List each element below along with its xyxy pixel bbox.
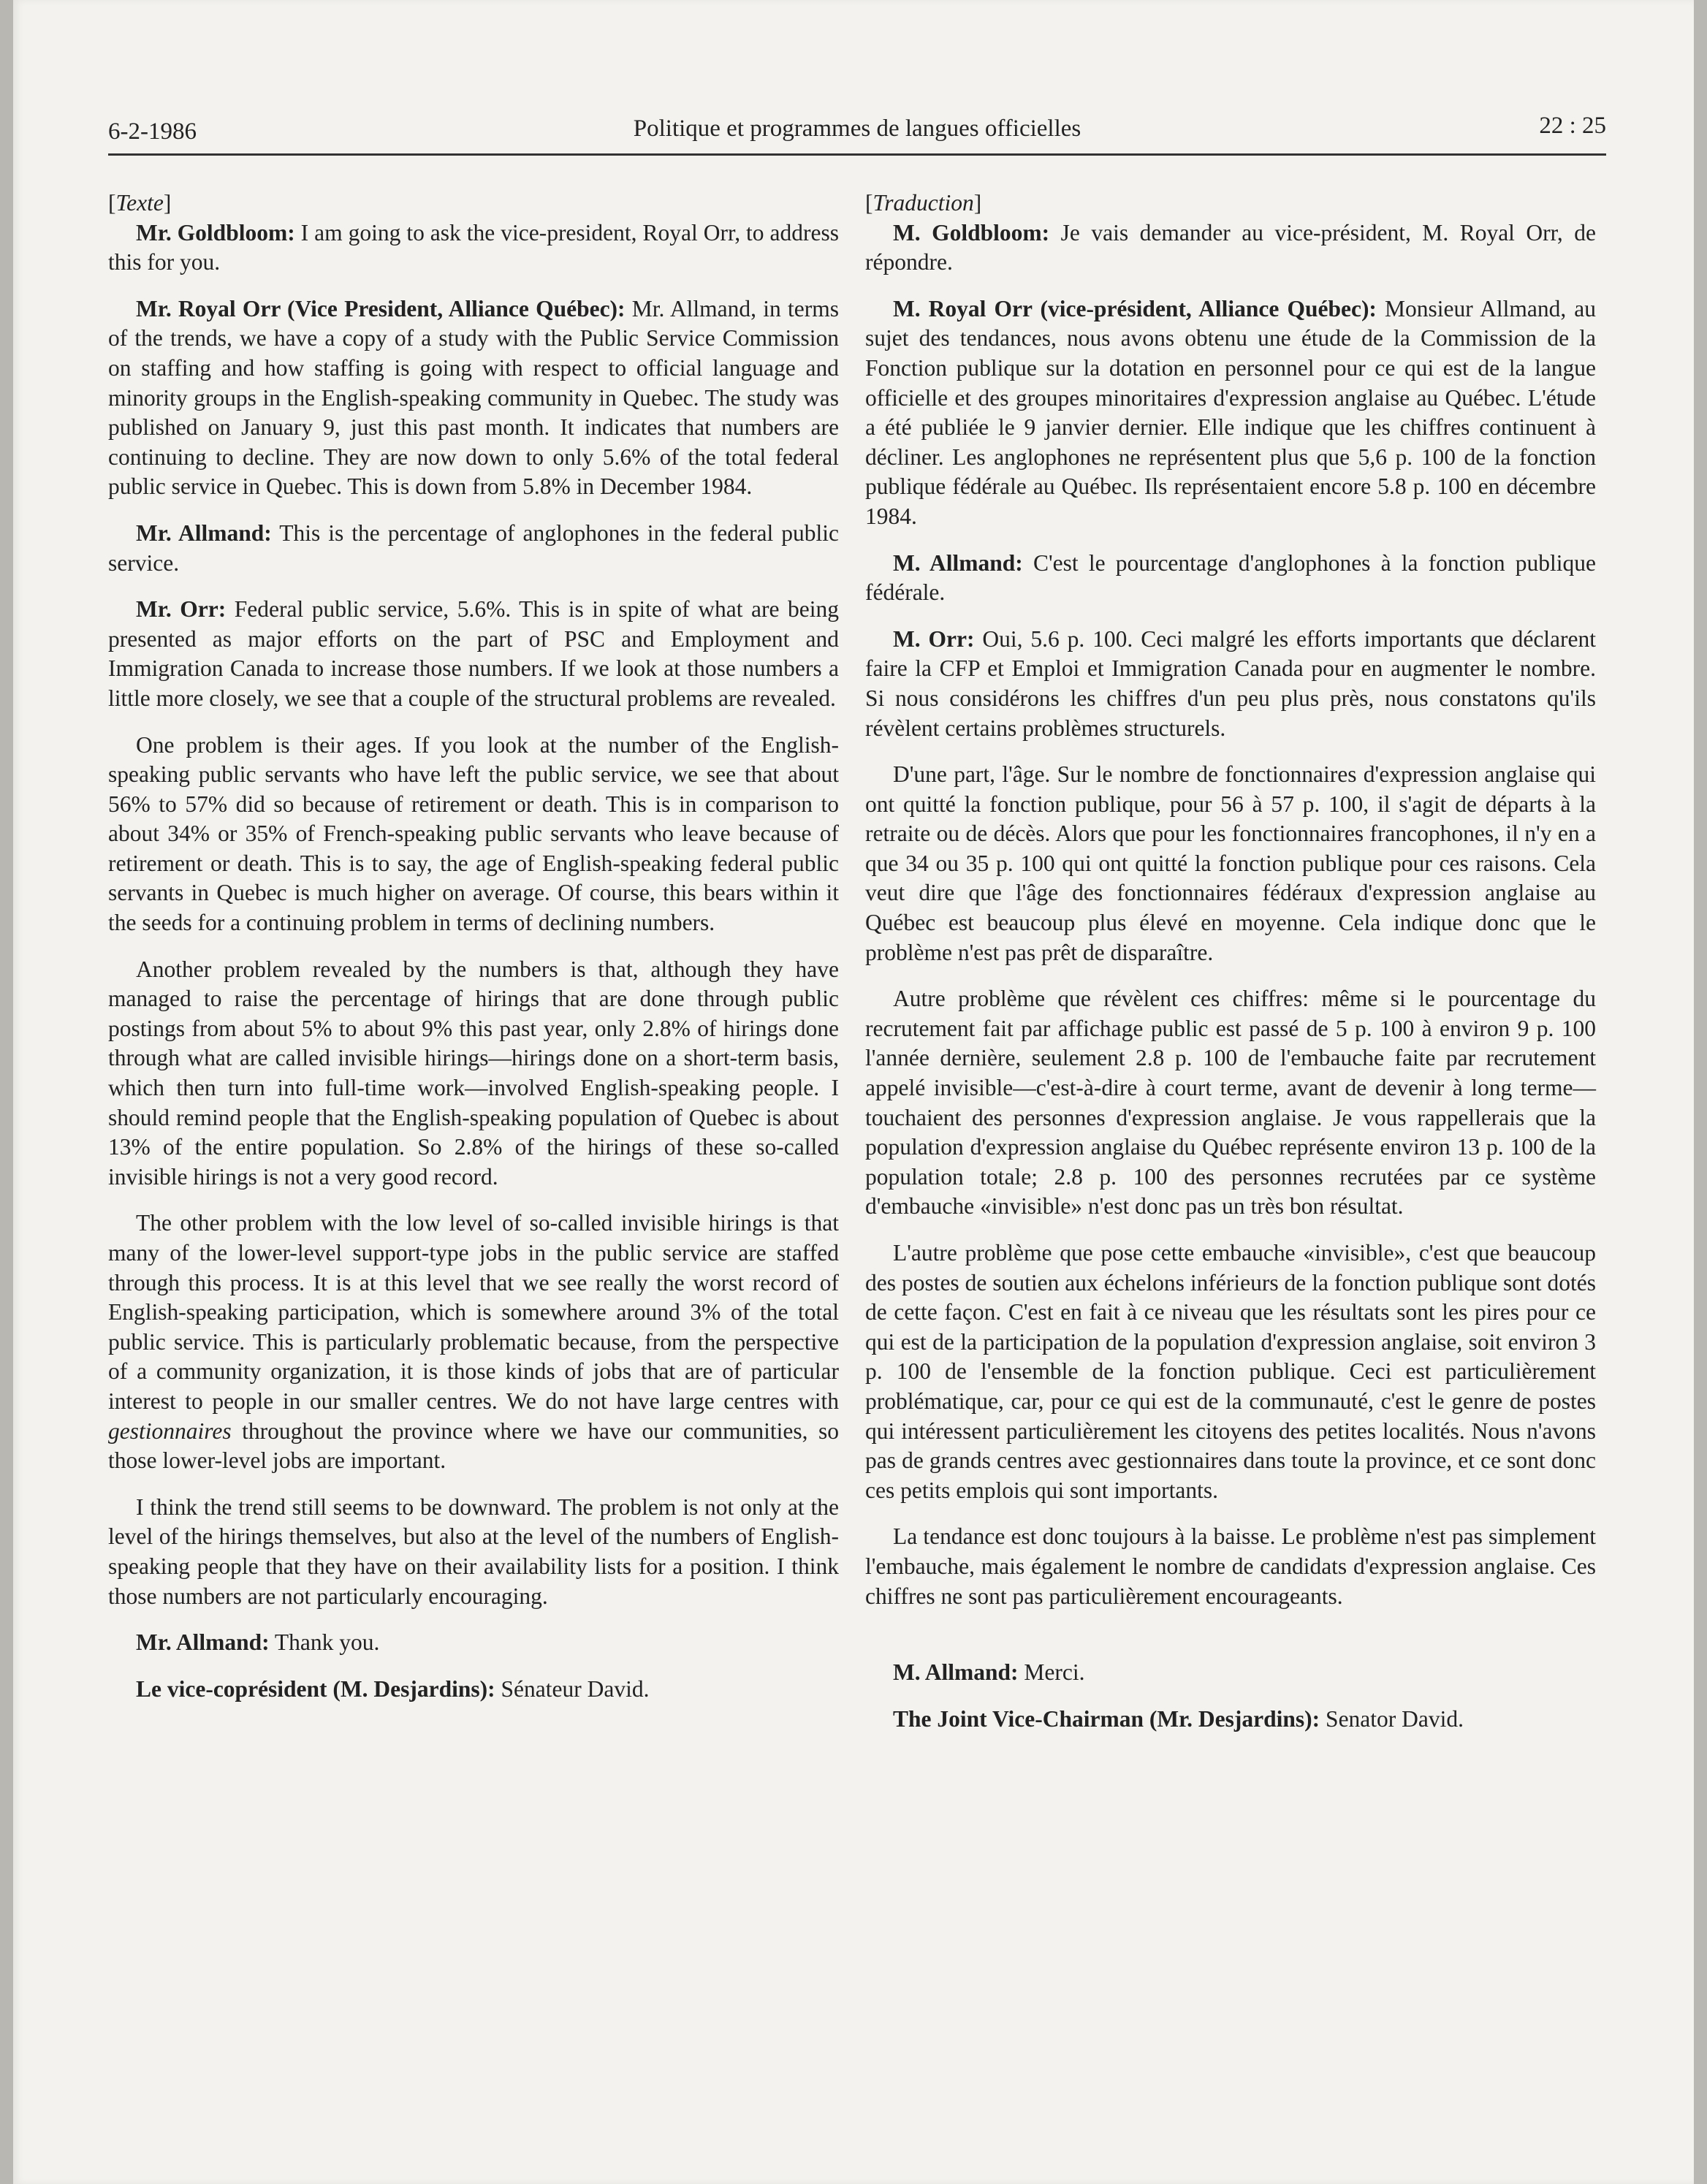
speaker-name: The Joint Vice-Chairman (Mr. Desjardins): (893, 1705, 1320, 1732)
speaker-name: Mr. Goldbloom: (136, 219, 295, 246)
right-column (865, 189, 1596, 1751)
paragraph: L'autre problème que pose cette embauche «invisible», c'est que beaucoup des postes de soutien aux échelons inférieurs de la fonction publique sont dotés de cette façon. C'est en fait à ce niveau que les résultats sont les pires pour ce qui est de la participation de la population d'expression anglaise, soit environ 3 p. 100 de l'ensemble de la fonction publique. Ceci est particulièrement problématique, car, pour ce qui est de la communauté, c'est le genre de postes qui intéressent particulièrement les citoyens des petites localités. Nous n'avons pas de grands centres avec gestionnaires dans toute la province, et ce sont donc ces petits emplois qui sont importants. (865, 1240, 1596, 1503)
header-title: Politique et programmes de langues officielles (633, 115, 1081, 142)
speaker-name: M. Royal Orr (vice-président, Alliance Québec): (893, 295, 1377, 321)
left-column (108, 189, 839, 1721)
paragraph: Mr. Allmand: This is the percentage of anglophones in the federal public service. (108, 520, 839, 576)
paragraph: La tendance est donc toujours à la baisse. Le problème n'est pas simplement l'embauche, mais également le nombre de candidats d'expression anglaise. Ces chiffres ne sont pas particulièrement encourageants. (865, 1523, 1596, 1609)
paragraph: Mr. Royal Orr (Vice President, Alliance Québec): Mr. Allmand, in terms of the trends, we have a copy of a study with the Public Service Commission on staffing and how staffing is going with respect to official language and minority groups in the English-speaking community in Quebec. The study was published on January 9, just this past month. It indicates that numbers are continuing to decline. They are now down to only 5.6% of the total federal public service in Quebec. This is down from 5.8% in December 1984. (108, 295, 839, 500)
paragraph: M. Royal Orr (vice-président, Alliance Québec): Monsieur Allmand, au sujet des tendances, nous avons obtenu une étude de la Commission de la Fonction publique sur la dotation en personnel pour ce qui est de la langue officielle et des groupes minoritaires d'expression anglaise au Québec. L'étude a été publiée le 9 janvier dernier. Elle indique que les chiffres continuent à décliner. Les anglophones ne représentent plus que 5,6 p. 100 de la fonction publique fédérale au Québec. Ils représentaient encore 5.8 p. 100 en décembre 1984. (865, 295, 1596, 529)
paragraph: Mr. Allmand: Thank you. (136, 1629, 380, 1656)
paragraph: M. Orr: Oui, 5.6 p. 100. Ceci malgré les efforts importants que déclarent faire la CFP et Emploi et Immigration Canada pour en augmenter le nombre. Si nous considérons les chiffres d'un peu plus près, nous constatons qu'ils révèlent certains problèmes structurels. (865, 625, 1597, 741)
paragraph: Mr. Orr: Federal public service, 5.6%. This is in spite of what are being presented as major efforts on the part of PSC and Employment and Immigration Canada to increase those numbers. If we look at those numbers a little more closely, we see that a couple of the structural problems are revealed. (108, 596, 840, 711)
header-date: 6-2-1986 (108, 118, 197, 145)
section-tag-traduction: [Traduction] (865, 190, 982, 216)
paragraph: M. Goldbloom: Je vais demander au vice-président, M. Royal Orr, de répondre. (865, 219, 1597, 275)
speaker-name: Mr. Allmand: (136, 520, 272, 546)
section-tag-texte: [Texte] (108, 190, 172, 216)
speaker-name: Mr. Orr: (136, 596, 227, 623)
speaker-name: M. Goldbloom: (893, 219, 1050, 246)
speaker-name: M. Allmand: (893, 549, 1023, 576)
speaker-name: Le vice-coprésident (M. Desjardins): (136, 1675, 495, 1702)
header-page-number: 22 : 25 (1539, 113, 1606, 139)
speaker-name: Mr. Allmand: (136, 1629, 270, 1656)
speaker-name: Mr. Royal Orr (Vice President, Alliance Québec): (136, 295, 626, 321)
paragraph: M. Allmand: C'est le pourcentage d'anglophones à la fonction publique fédérale. (865, 549, 1597, 606)
speaker-name: M. Allmand: (893, 1659, 1019, 1686)
paragraph: Another problem revealed by the numbers is that, although they have managed to raise the percentage of hirings that are done through public postings from about 5% to about 9% this past year, only 2.8% of hirings done through what are called invisible hirings—hirings done on a short-term basis, which then turn into full-time work—involved English-speaking people. I should remind people that the English-speaking population of Quebec is about 13% of the entire population. So 2.8% of the hirings of these so-called invisible hirings is not a very good record. (108, 956, 839, 1190)
document-page (13, 0, 1694, 2184)
speaker-name: M. Orr: (893, 625, 975, 652)
paragraph: One problem is their ages. If you look at the number of the English-speaking public servants who have left the public service, we see that about 56% to 57% did so because of retirement or death. This is in comparison to about 34% or 35% of French-speaking public servants who leave because of retirement or death. This is to say, the age of English-speaking federal public servants in Quebec is much higher on average. Of course, this bears within it the seeds for a continuing problem in terms of declining numbers. (108, 731, 839, 936)
paragraph: I think the trend still seems to be downward. The problem is not only at the level of the hirings themselves, but also at the level of the numbers of English-speaking people that they have on their availability lists for a position. I think those numbers are not particularly encouraging. (108, 1494, 839, 1609)
page-header (108, 110, 1606, 156)
paragraph: The Joint Vice-Chairman (Mr. Desjardins): Senator David. (893, 1705, 1464, 1732)
paragraph: Mr. Goldbloom: I am going to ask the vice-president, Royal Orr, to address this for you. (108, 219, 839, 275)
paragraph: Le vice-coprésident (M. Desjardins): Sénateur David. (136, 1675, 650, 1702)
paragraph: D'une part, l'âge. Sur le nombre de fonctionnaires d'expression anglaise qui ont quitté la fonction publique, pour 56 à 57 p. 100, il s'agit de départs à la retraite ou de décès. Alors que pour les fonctionnaires francophones, il n'y en a que 34 ou 35 p. 100 qui ont quitté la fonction publique pour ces raisons. Cela veut dire que l'âge des fonctionnaires fédéraux d'expression anglaise au Québec est beaucoup plus élevé en moyenne. Cela indique donc que le problème n'est pas prêt de disparaître. (865, 761, 1596, 965)
paragraph: Autre problème que révèlent ces chiffres: même si le pourcentage du recrutement fait par affichage public est passé de 5 p. 100 à environ 9 p. 100 l'année dernière, seulement 2.8 p. 100 de l'embauche faite par recrutement appelé invisible—c'est-à-dire à court terme, avant de devenir à long terme—touchaient des personnes d'expression anglaise. Je vous rappellerais que la population d'expression anglaise du Québec représente environ 13 p. 100 de la population totale; 2.8 p. 100 des personnes recrutées par ce système d'embauche «invisible» n'est donc pas un très bon résultat. (865, 986, 1596, 1220)
paragraph: The other problem with the low level of so-called invisible hirings is that many of the lower-level support-type jobs in the public service are staffed through this process. It is at this level that we see really the worst record of English-speaking participation, which is somewhere around 3% of the total public service. This is particularly problematic because, from the perspective of a community organization, it is those kinds of jobs that are of particular interest to people in our smaller centres. We do not have large centres with gestionnaires throughout the province where we have our communities, so those lower-level jobs are important. (108, 1210, 839, 1474)
paragraph: M. Allmand: Merci. (893, 1659, 1085, 1686)
